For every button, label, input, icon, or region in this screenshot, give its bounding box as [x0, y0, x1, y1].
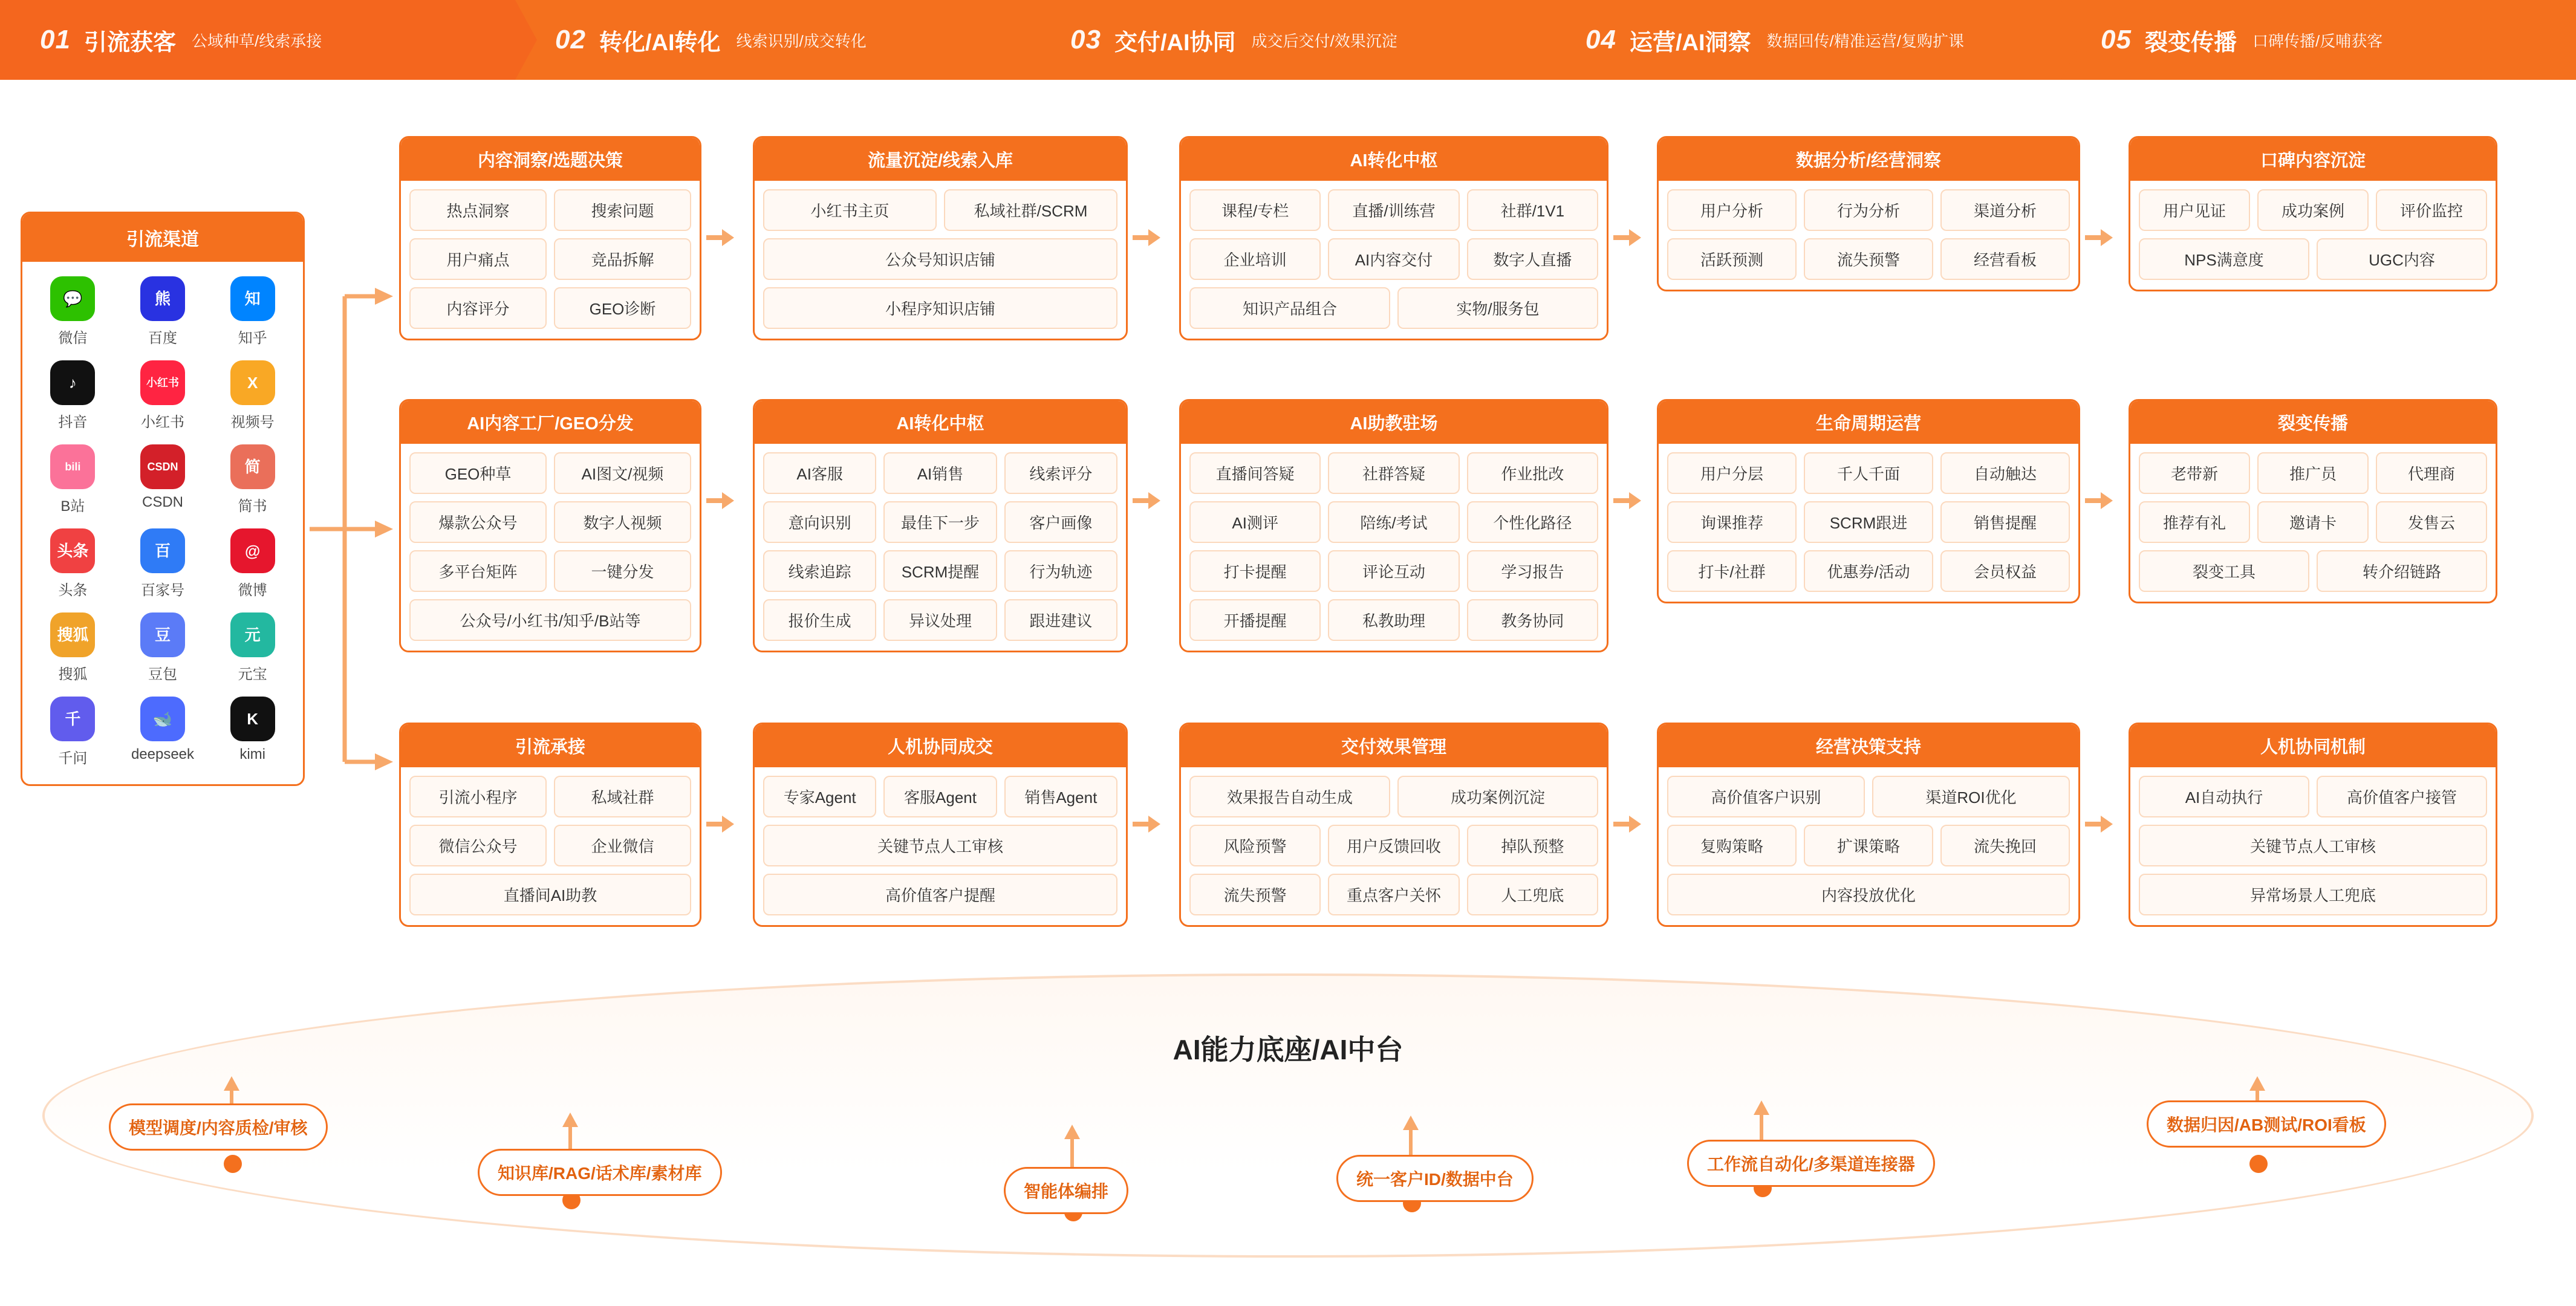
flow-arrow	[1133, 227, 1160, 249]
card-row	[409, 238, 691, 280]
card-title: 经营决策支持	[1659, 724, 2078, 767]
channel-item[interactable]	[208, 271, 297, 352]
flow-arrow	[1133, 490, 1160, 512]
channel-item[interactable]	[28, 524, 117, 604]
base-capability-chip[interactable]: 统一客户ID/数据中台	[1336, 1155, 1534, 1202]
card-cell[interactable]: 打卡提醒	[1189, 550, 1321, 592]
card-row	[409, 874, 691, 915]
douyin-icon: ♪	[50, 360, 95, 405]
step-subtitle: 线索识别/成交转化	[736, 31, 867, 50]
channel-connector-bracket	[308, 260, 399, 798]
channel-item[interactable]	[208, 692, 297, 772]
card-row	[409, 599, 691, 641]
card-body	[1659, 444, 2078, 602]
capability-card	[1657, 399, 2080, 603]
card-row	[409, 776, 691, 817]
flow-arrow	[706, 227, 734, 249]
card-cell[interactable]: 流失预警	[1189, 874, 1321, 915]
card-cell[interactable]: 报价生成	[763, 599, 876, 641]
card-cell[interactable]: AI销售	[883, 452, 997, 494]
card-cell[interactable]: AI内容交付	[1328, 238, 1459, 280]
card-cell[interactable]: 内容评分	[409, 287, 547, 329]
channel-label: 百家号	[140, 582, 184, 599]
card-row	[409, 501, 691, 543]
xiaohongshu-icon: 小红书	[140, 360, 185, 405]
card-row	[409, 550, 691, 592]
card-cell[interactable]: 高价值客户识别	[1667, 776, 1865, 817]
card-cell[interactable]: 关键节点人工审核	[2139, 825, 2487, 866]
qianwen-icon: 千	[50, 697, 95, 741]
channel-item[interactable]	[119, 271, 207, 352]
bracket-svg	[308, 260, 399, 798]
base-capability-chip[interactable]: 工作流自动化/多渠道连接器	[1687, 1140, 1935, 1187]
step-04[interactable]	[1546, 0, 2061, 80]
weibo-icon: @	[230, 528, 275, 573]
step-title: 运营/AI洞察	[1629, 30, 1751, 56]
step-number: 02	[555, 25, 586, 54]
flow-arrow	[706, 490, 734, 512]
card-cell[interactable]: 用户痛点	[409, 238, 547, 280]
card-cell[interactable]: 人工兜底	[1467, 874, 1598, 915]
card-cell[interactable]: AI自动执行	[2139, 776, 2309, 817]
card-row	[2139, 452, 2487, 494]
card-row	[763, 452, 1117, 494]
card-cell[interactable]: 会员权益	[1940, 550, 2070, 592]
card-row	[409, 825, 691, 866]
base-capability-chip[interactable]: 模型调度/内容质检/审核	[109, 1103, 328, 1151]
channel-item[interactable]	[28, 692, 117, 772]
bilibili-icon: bili	[50, 444, 95, 489]
card-cell[interactable]: 打卡/社群	[1667, 550, 1797, 592]
card-cell[interactable]: 数字人直播	[1467, 238, 1598, 280]
card-cell[interactable]: 异议处理	[883, 599, 997, 641]
card-cell[interactable]: 流失预警	[1804, 238, 1933, 280]
kimi-icon: K	[230, 697, 275, 741]
card-cell[interactable]: 小程序知识店铺	[763, 287, 1117, 329]
channel-label: 小红书	[140, 414, 184, 430]
card-cell[interactable]: 关键节点人工审核	[763, 825, 1117, 866]
channel-item[interactable]	[28, 608, 117, 688]
card-body	[1659, 767, 2078, 925]
card-body	[401, 181, 700, 339]
card-cell[interactable]: 高价值客户提醒	[763, 874, 1117, 915]
card-cell[interactable]: 活跃预测	[1667, 238, 1797, 280]
card-cell[interactable]: 开播提醒	[1189, 599, 1321, 641]
card-cell[interactable]: 社群答疑	[1328, 452, 1459, 494]
card-cell[interactable]: 陪练/考试	[1328, 501, 1459, 543]
card-row	[2139, 825, 2487, 866]
wechat-icon: 💬	[50, 276, 95, 321]
flow-arrow	[1133, 813, 1160, 835]
card-title: 生命周期运营	[1659, 401, 2078, 444]
card-cell[interactable]: 公众号知识店铺	[763, 238, 1117, 280]
capability-card	[399, 723, 701, 927]
card-title: 数据分析/经营洞察	[1659, 138, 2078, 181]
card-title: 引流承接	[401, 724, 700, 767]
card-cell[interactable]: 客户画像	[1004, 501, 1117, 543]
card-cell[interactable]: 搜索问题	[554, 189, 691, 231]
card-cell[interactable]: SCRM跟进	[1804, 501, 1933, 543]
channel-label: 头条	[58, 582, 88, 599]
card-cell[interactable]: 小红书主页	[763, 189, 937, 231]
channel-item[interactable]	[208, 608, 297, 688]
card-row	[2139, 874, 2487, 915]
base-capability-chip[interactable]: 智能体编排	[1004, 1167, 1128, 1214]
card-cell[interactable]: 行为分析	[1804, 189, 1933, 231]
zhihu-icon: 知	[230, 276, 275, 321]
card-cell[interactable]: 实物/服务包	[1397, 287, 1598, 329]
card-row	[763, 189, 1117, 231]
card-cell[interactable]: 高价值客户接管	[2317, 776, 2487, 817]
capability-card	[1179, 723, 1608, 927]
card-cell[interactable]: 作业批改	[1467, 452, 1598, 494]
card-cell[interactable]: 直播/训练营	[1328, 189, 1459, 231]
card-cell[interactable]: 推广员	[2257, 452, 2369, 494]
card-row	[1667, 189, 2070, 231]
card-cell[interactable]: 跟进建议	[1004, 599, 1117, 641]
step-subtitle: 公域种草/线索承接	[191, 31, 322, 50]
card-cell[interactable]: 渠道ROI优化	[1872, 776, 2070, 817]
card-row	[2139, 776, 2487, 817]
card-cell[interactable]: 意向识别	[763, 501, 876, 543]
channel-label: deepseek	[131, 746, 195, 762]
card-cell[interactable]: 掉队预整	[1467, 825, 1598, 866]
base-capability-chip[interactable]: 知识库/RAG/话术库/素材库	[478, 1149, 722, 1196]
card-cell[interactable]: 爆款公众号	[409, 501, 547, 543]
capability-card	[1179, 399, 1608, 652]
baidu-icon: 熊	[140, 276, 185, 321]
channel-label: 千问	[58, 750, 88, 767]
card-cell[interactable]: 风险预警	[1189, 825, 1321, 866]
card-title: AI内容工厂/GEO分发	[401, 401, 700, 444]
card-row	[763, 599, 1117, 641]
card-row	[1667, 776, 2070, 817]
card-body	[401, 767, 700, 925]
card-cell[interactable]: 线索评分	[1004, 452, 1117, 494]
csdn-icon: CSDN	[140, 444, 185, 489]
channel-label: 元宝	[238, 666, 267, 683]
step-02[interactable]	[515, 0, 1030, 80]
card-body	[755, 444, 1126, 651]
card-row	[763, 776, 1117, 817]
flow-arrow	[2085, 227, 2113, 249]
channel-label: 知乎	[238, 330, 267, 346]
card-row	[763, 874, 1117, 915]
card-body	[2130, 444, 2496, 602]
ai-capability-base	[42, 973, 2534, 1288]
card-row	[763, 501, 1117, 543]
card-cell[interactable]: 效果报告自动生成	[1189, 776, 1390, 817]
card-body	[1181, 181, 1607, 339]
step-05[interactable]	[2061, 0, 2576, 80]
capability-card	[753, 136, 1128, 340]
card-body	[1181, 444, 1607, 651]
flow-arrow	[1613, 227, 1641, 249]
card-cell[interactable]: 复购策略	[1667, 825, 1797, 866]
jianshu-icon: 简	[230, 444, 275, 489]
card-row	[1667, 874, 2070, 915]
capability-card	[1179, 136, 1608, 340]
sohu-icon: 搜狐	[50, 612, 95, 657]
card-cell[interactable]: 微信公众号	[409, 825, 547, 866]
card-cell[interactable]: 自动触达	[1940, 452, 2070, 494]
card-cell[interactable]: 推荐有礼	[2139, 501, 2250, 543]
card-row	[1189, 189, 1598, 231]
card-row	[1189, 501, 1598, 543]
card-cell[interactable]: 评价监控	[2376, 189, 2487, 231]
channel-grid	[22, 262, 303, 784]
card-title: 流量沉淀/线索入库	[755, 138, 1126, 181]
card-cell[interactable]: 知识产品组合	[1189, 287, 1390, 329]
card-cell[interactable]: 企业培训	[1189, 238, 1321, 280]
card-cell[interactable]: 成功案例沉淀	[1397, 776, 1598, 817]
capability-card	[753, 723, 1128, 927]
card-title: AI转化中枢	[755, 401, 1126, 444]
card-cell[interactable]: 优惠券/活动	[1804, 550, 1933, 592]
card-cell[interactable]: AI图文/视频	[554, 452, 691, 494]
card-cell[interactable]: 成功案例	[2257, 189, 2369, 231]
flow-arrow	[1613, 490, 1641, 512]
step-01[interactable]	[0, 0, 515, 80]
step-title: 裂变传播	[2144, 30, 2237, 56]
card-cell[interactable]: 代理商	[2376, 452, 2487, 494]
card-row	[1667, 238, 2070, 280]
card-cell[interactable]: 私域社群	[554, 776, 691, 817]
step-number: 03	[1070, 25, 1101, 54]
card-row	[1667, 825, 2070, 866]
card-row	[1189, 825, 1598, 866]
capability-card	[2129, 723, 2497, 927]
step-title: 引流获客	[83, 30, 176, 56]
card-row	[1667, 550, 2070, 592]
channel-item[interactable]	[119, 692, 207, 772]
card-cell[interactable]: 公众号/小红书/知乎/B站等	[409, 599, 691, 641]
card-cell[interactable]: 流失挽回	[1940, 825, 2070, 866]
channel-item[interactable]	[119, 356, 207, 436]
card-title: 裂变传播	[2130, 401, 2496, 444]
flow-arrow	[2085, 490, 2113, 512]
process-step-bar	[0, 0, 2576, 80]
doubao-icon: 豆	[140, 612, 185, 657]
base-capability-chip[interactable]: 数据归因/AB测试/ROI看板	[2147, 1100, 2386, 1148]
card-cell[interactable]: 销售提醒	[1940, 501, 2070, 543]
channel-item[interactable]	[208, 356, 297, 436]
channel-item[interactable]	[28, 440, 117, 520]
card-row	[763, 550, 1117, 592]
card-cell[interactable]: 发售云	[2376, 501, 2487, 543]
step-title: 转化/AI转化	[599, 30, 721, 56]
step-title: 交付/AI协同	[1114, 30, 1236, 56]
base-title: AI能力底座/AI中台	[1173, 1034, 1403, 1065]
card-row	[763, 238, 1117, 280]
channel-label: 视频号	[230, 414, 275, 430]
card-cell[interactable]: SCRM提醒	[883, 550, 997, 592]
step-number: 05	[2101, 25, 2132, 54]
base-node-dot	[224, 1155, 242, 1173]
channel-label: kimi	[239, 746, 265, 762]
card-cell[interactable]: 用户分层	[1667, 452, 1797, 494]
capability-card	[399, 136, 701, 340]
card-row	[763, 287, 1117, 329]
card-cell[interactable]: 用户见证	[2139, 189, 2250, 231]
card-cell[interactable]: 邀请卡	[2257, 501, 2369, 543]
card-cell[interactable]: GEO种草	[409, 452, 547, 494]
step-03[interactable]	[1030, 0, 1546, 80]
capability-card	[399, 399, 701, 652]
card-cell[interactable]: 个性化路径	[1467, 501, 1598, 543]
card-cell[interactable]: 直播间AI助教	[409, 874, 691, 915]
card-cell[interactable]: 课程/专栏	[1189, 189, 1321, 231]
card-row	[1667, 501, 2070, 543]
card-cell[interactable]: 直播间答疑	[1189, 452, 1321, 494]
step-number: 04	[1586, 25, 1616, 54]
flow-arrow	[706, 813, 734, 835]
card-body	[2130, 181, 2496, 290]
traffic-channel-panel	[21, 212, 305, 786]
card-cell[interactable]: 一键分发	[554, 550, 691, 592]
card-row	[1189, 599, 1598, 641]
card-cell[interactable]: 千人千面	[1804, 452, 1933, 494]
flow-arrow	[1613, 813, 1641, 835]
card-row	[1189, 452, 1598, 494]
card-row	[2139, 501, 2487, 543]
card-body	[1181, 767, 1607, 925]
card-cell[interactable]: 最佳下一步	[883, 501, 997, 543]
card-row	[409, 452, 691, 494]
card-cell[interactable]: 询课推荐	[1667, 501, 1797, 543]
card-cell[interactable]: UGC内容	[2317, 238, 2487, 280]
card-cell[interactable]: AI客服	[763, 452, 876, 494]
card-cell[interactable]: 渠道分析	[1940, 189, 2070, 231]
card-row	[409, 189, 691, 231]
card-cell[interactable]: 教务协同	[1467, 599, 1598, 641]
channel-item[interactable]	[119, 524, 207, 604]
card-cell[interactable]: 经营看板	[1940, 238, 2070, 280]
card-row	[409, 287, 691, 329]
channel-label: 微博	[238, 582, 267, 599]
card-cell[interactable]: 扩课策略	[1804, 825, 1933, 866]
card-row	[2139, 550, 2487, 592]
toutiao-icon: 头条	[50, 528, 95, 573]
card-cell[interactable]: 客服Agent	[883, 776, 997, 817]
card-cell[interactable]: AI测评	[1189, 501, 1321, 543]
card-title: 人机协同机制	[2130, 724, 2496, 767]
card-cell[interactable]: 引流小程序	[409, 776, 547, 817]
card-cell[interactable]: 热点洞察	[409, 189, 547, 231]
step-number: 01	[40, 25, 71, 54]
card-cell[interactable]: 用户分析	[1667, 189, 1797, 231]
card-cell[interactable]: 数字人视频	[554, 501, 691, 543]
channel-panel-title: 引流渠道	[22, 213, 303, 262]
step-subtitle: 口碑传播/反哺获客	[2252, 31, 2383, 50]
card-cell[interactable]: 社群/1V1	[1467, 189, 1598, 231]
card-row	[1667, 452, 2070, 494]
channel-item[interactable]	[28, 271, 117, 352]
capability-card	[1657, 136, 2080, 291]
card-cell[interactable]: 销售Agent	[1004, 776, 1117, 817]
deepseek-icon: 🐋	[140, 697, 185, 741]
card-title: AI转化中枢	[1181, 138, 1607, 181]
shipinhao-icon: X	[230, 360, 275, 405]
card-cell[interactable]: 内容投放优化	[1667, 874, 2070, 915]
card-body	[755, 181, 1126, 339]
card-cell[interactable]: 评论互动	[1328, 550, 1459, 592]
capability-card	[2129, 136, 2497, 291]
channel-item[interactable]	[208, 440, 297, 520]
card-row	[1189, 776, 1598, 817]
card-row	[2139, 189, 2487, 231]
card-row	[1189, 874, 1598, 915]
card-cell[interactable]: GEO诊断	[554, 287, 691, 329]
card-cell[interactable]: 企业微信	[554, 825, 691, 866]
channel-label: 搜狐	[58, 666, 88, 683]
channel-label: 百度	[148, 330, 177, 346]
card-cell[interactable]: 私教助理	[1328, 599, 1459, 641]
card-cell[interactable]: 多平台矩阵	[409, 550, 547, 592]
card-cell[interactable]: 私域社群/SCRM	[944, 189, 1117, 231]
step-subtitle: 数据回传/精准运营/复购扩课	[1766, 31, 1964, 50]
card-row	[2139, 238, 2487, 280]
channel-label: B站	[60, 498, 85, 515]
card-cell[interactable]: 专家Agent	[763, 776, 876, 817]
channel-label: 微信	[58, 330, 88, 346]
card-title: 交付效果管理	[1181, 724, 1607, 767]
card-row	[763, 825, 1117, 866]
yuanbao-icon: 元	[230, 612, 275, 657]
card-cell[interactable]: 转介绍链路	[2317, 550, 2487, 592]
step-subtitle: 成交后交付/效果沉淀	[1251, 31, 1397, 50]
capability-card	[1657, 723, 2080, 927]
card-title: AI助教驻场	[1181, 401, 1607, 444]
card-row	[1189, 287, 1598, 329]
channel-item[interactable]	[119, 440, 207, 520]
channel-item[interactable]	[28, 356, 117, 436]
card-cell[interactable]: 老带新	[2139, 452, 2250, 494]
card-cell[interactable]: 线索追踪	[763, 550, 876, 592]
card-body	[2130, 767, 2496, 925]
card-cell[interactable]: 用户反馈回收	[1328, 825, 1459, 866]
channel-label: 豆包	[148, 666, 177, 683]
channel-item[interactable]	[208, 524, 297, 604]
card-row	[1189, 550, 1598, 592]
card-cell[interactable]: 行为轨迹	[1004, 550, 1117, 592]
capability-card	[753, 399, 1128, 652]
card-cell[interactable]: 裂变工具	[2139, 550, 2309, 592]
channel-label: CSDN	[141, 494, 183, 510]
card-title: 口碑内容沉淀	[2130, 138, 2496, 181]
card-cell[interactable]: 学习报告	[1467, 550, 1598, 592]
card-cell[interactable]: 重点客户关怀	[1328, 874, 1459, 915]
card-cell[interactable]: 异常场景人工兜底	[2139, 874, 2487, 915]
flow-arrow	[2085, 813, 2113, 835]
card-body	[1659, 181, 2078, 290]
capability-card	[2129, 399, 2497, 603]
base-node-dot	[2249, 1155, 2268, 1173]
card-title: 人机协同成交	[755, 724, 1126, 767]
baijiahao-icon: 百	[140, 528, 185, 573]
channel-label: 简书	[238, 498, 267, 515]
card-body	[755, 767, 1126, 925]
card-row	[1189, 238, 1598, 280]
channel-item[interactable]	[119, 608, 207, 688]
card-cell[interactable]: NPS满意度	[2139, 238, 2309, 280]
card-title: 内容洞察/选题决策	[401, 138, 700, 181]
card-cell[interactable]: 竞品拆解	[554, 238, 691, 280]
channel-label: 抖音	[58, 414, 88, 430]
card-body	[401, 444, 700, 651]
